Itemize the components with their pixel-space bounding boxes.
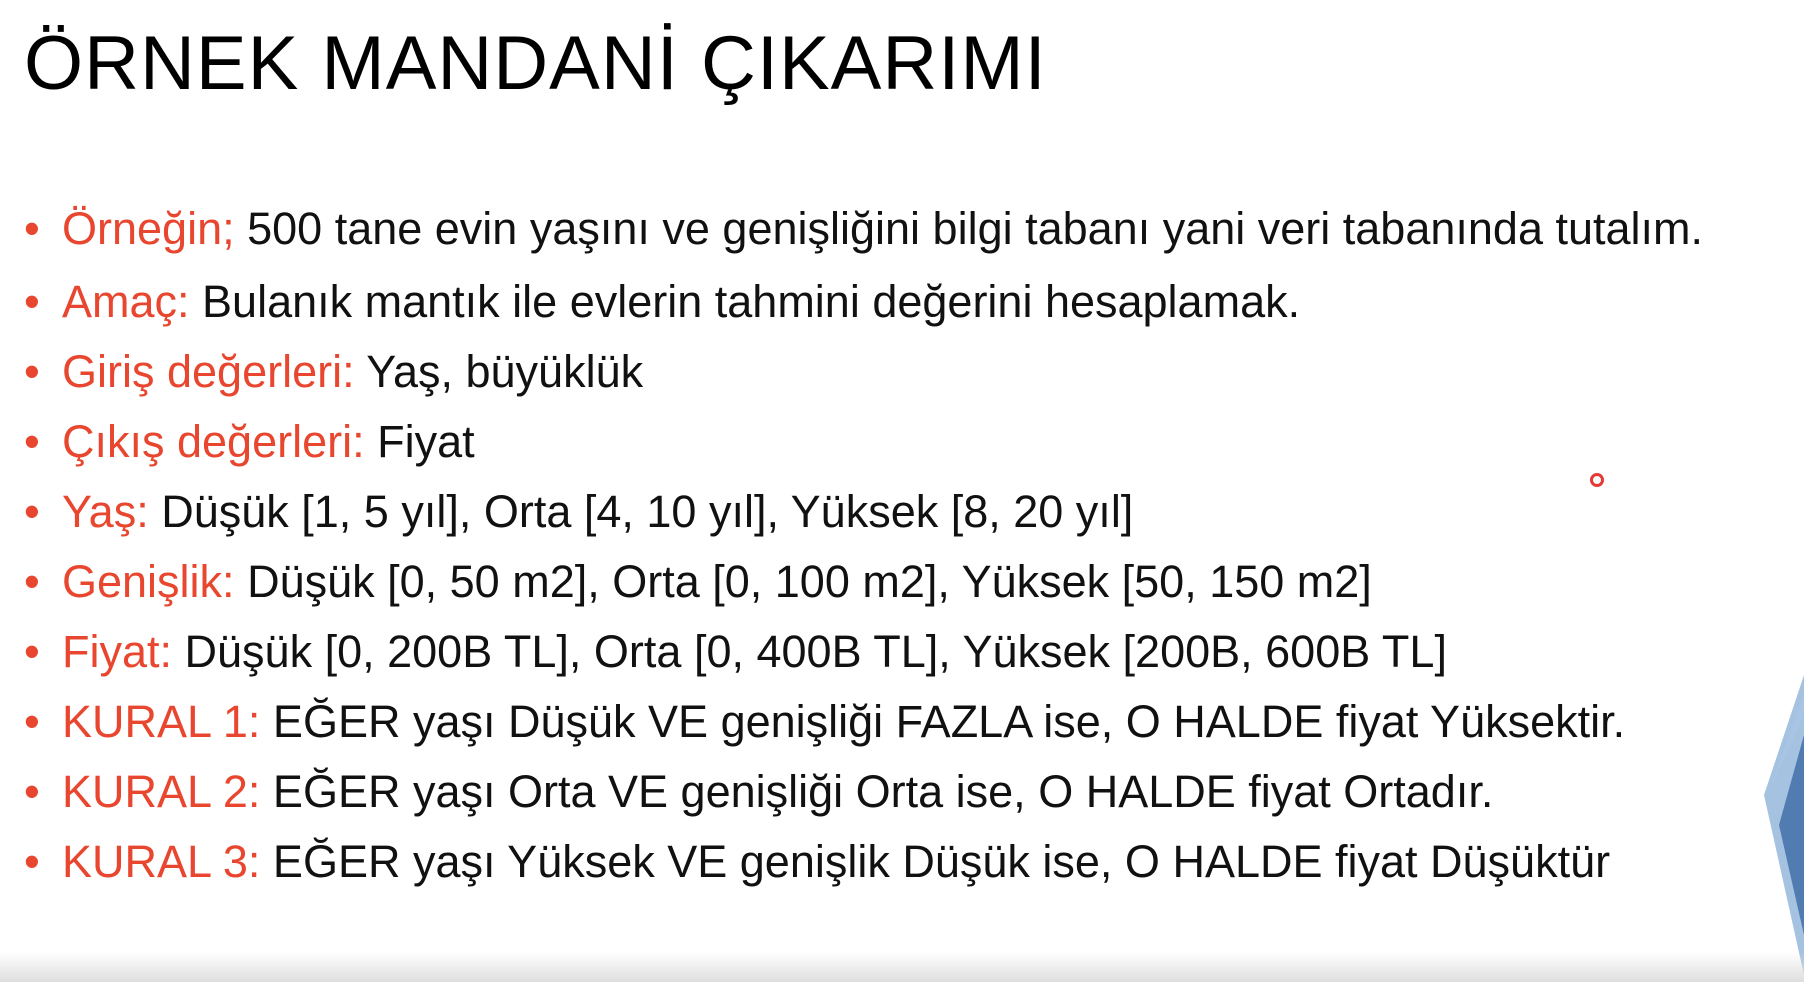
bullet-label: Genişlik:	[62, 556, 235, 607]
bullet-label: Örneğin;	[62, 203, 235, 254]
bullet-item	[22, 348, 1792, 396]
bullet-text: EĞER yaşı Yüksek VE genişlik Düşük ise, O HALDE fiyat Düşüktür	[260, 836, 1611, 887]
bullet-label: Çıkış değerleri:	[62, 416, 365, 467]
bullet-dot-icon: •	[24, 696, 40, 747]
bullet-dot-icon: •	[24, 626, 40, 677]
bullet-text: 500 tane evin yaşını ve genişliğini bilgi tabanı yani veri tabanında tutalım.	[234, 203, 1704, 254]
bullet-dot-icon: •	[24, 486, 40, 537]
bullet-dot-icon: •	[24, 203, 40, 254]
bullet-dot-icon: •	[24, 836, 40, 887]
bullet-label: KURAL 3:	[62, 836, 261, 887]
bullet-label: KURAL 2:	[62, 766, 261, 817]
bullet-text: Yaş, büyüklük	[354, 346, 644, 397]
bullet-text: Düşük [0, 50 m2], Orta [0, 100 m2], Yüksek [50, 150 m2]	[234, 556, 1372, 607]
bullet-list	[22, 205, 1792, 908]
bullet-label: Giriş değerleri:	[62, 346, 355, 397]
bullet-item	[22, 558, 1792, 606]
bullet-label: Fiyat:	[62, 626, 173, 677]
slide-title: ÖRNEK MANDANİ ÇIKARIMI	[24, 21, 1047, 106]
bullet-text: Düşük [0, 200B TL], Orta [0, 400B TL], Yüksek [200B, 600B TL]	[172, 626, 1447, 677]
bullet-item	[22, 838, 1792, 886]
bullet-label: Yaş:	[62, 486, 149, 537]
bullet-item	[22, 628, 1792, 676]
bullet-dot-icon: •	[24, 556, 40, 607]
bullet-dot-icon: •	[24, 346, 40, 397]
decorative-shape-icon	[1754, 675, 1804, 975]
bullet-text: Düşük [1, 5 yıl], Orta [4, 10 yıl], Yüksek [8, 20 yıl]	[148, 486, 1134, 537]
bullet-text: EĞER yaşı Düşük VE genişliği FAZLA ise, O HALDE fiyat Yüksektir.	[260, 696, 1626, 747]
bullet-dot-icon: •	[24, 276, 40, 327]
bullet-label: KURAL 1:	[62, 696, 261, 747]
bullet-item	[22, 488, 1792, 536]
bullet-text: Bulanık mantık ile evlerin tahmini değerini hesaplamak.	[189, 276, 1301, 327]
bullet-dot-icon: •	[24, 766, 40, 817]
bullet-item	[22, 768, 1792, 816]
bullet-text: EĞER yaşı Orta VE genişliği Orta ise, O HALDE fiyat Ortadır.	[260, 766, 1494, 817]
bullet-item	[22, 418, 1792, 466]
bullet-item	[22, 205, 1804, 253]
bullet-item	[22, 698, 1792, 746]
bullet-dot-icon: •	[24, 416, 40, 467]
bottom-edge	[0, 952, 1804, 982]
bullet-item	[22, 278, 1792, 326]
laser-pointer-icon	[1590, 473, 1604, 487]
bullet-label: Amaç:	[62, 276, 190, 327]
bullet-text: Fiyat	[364, 416, 475, 467]
